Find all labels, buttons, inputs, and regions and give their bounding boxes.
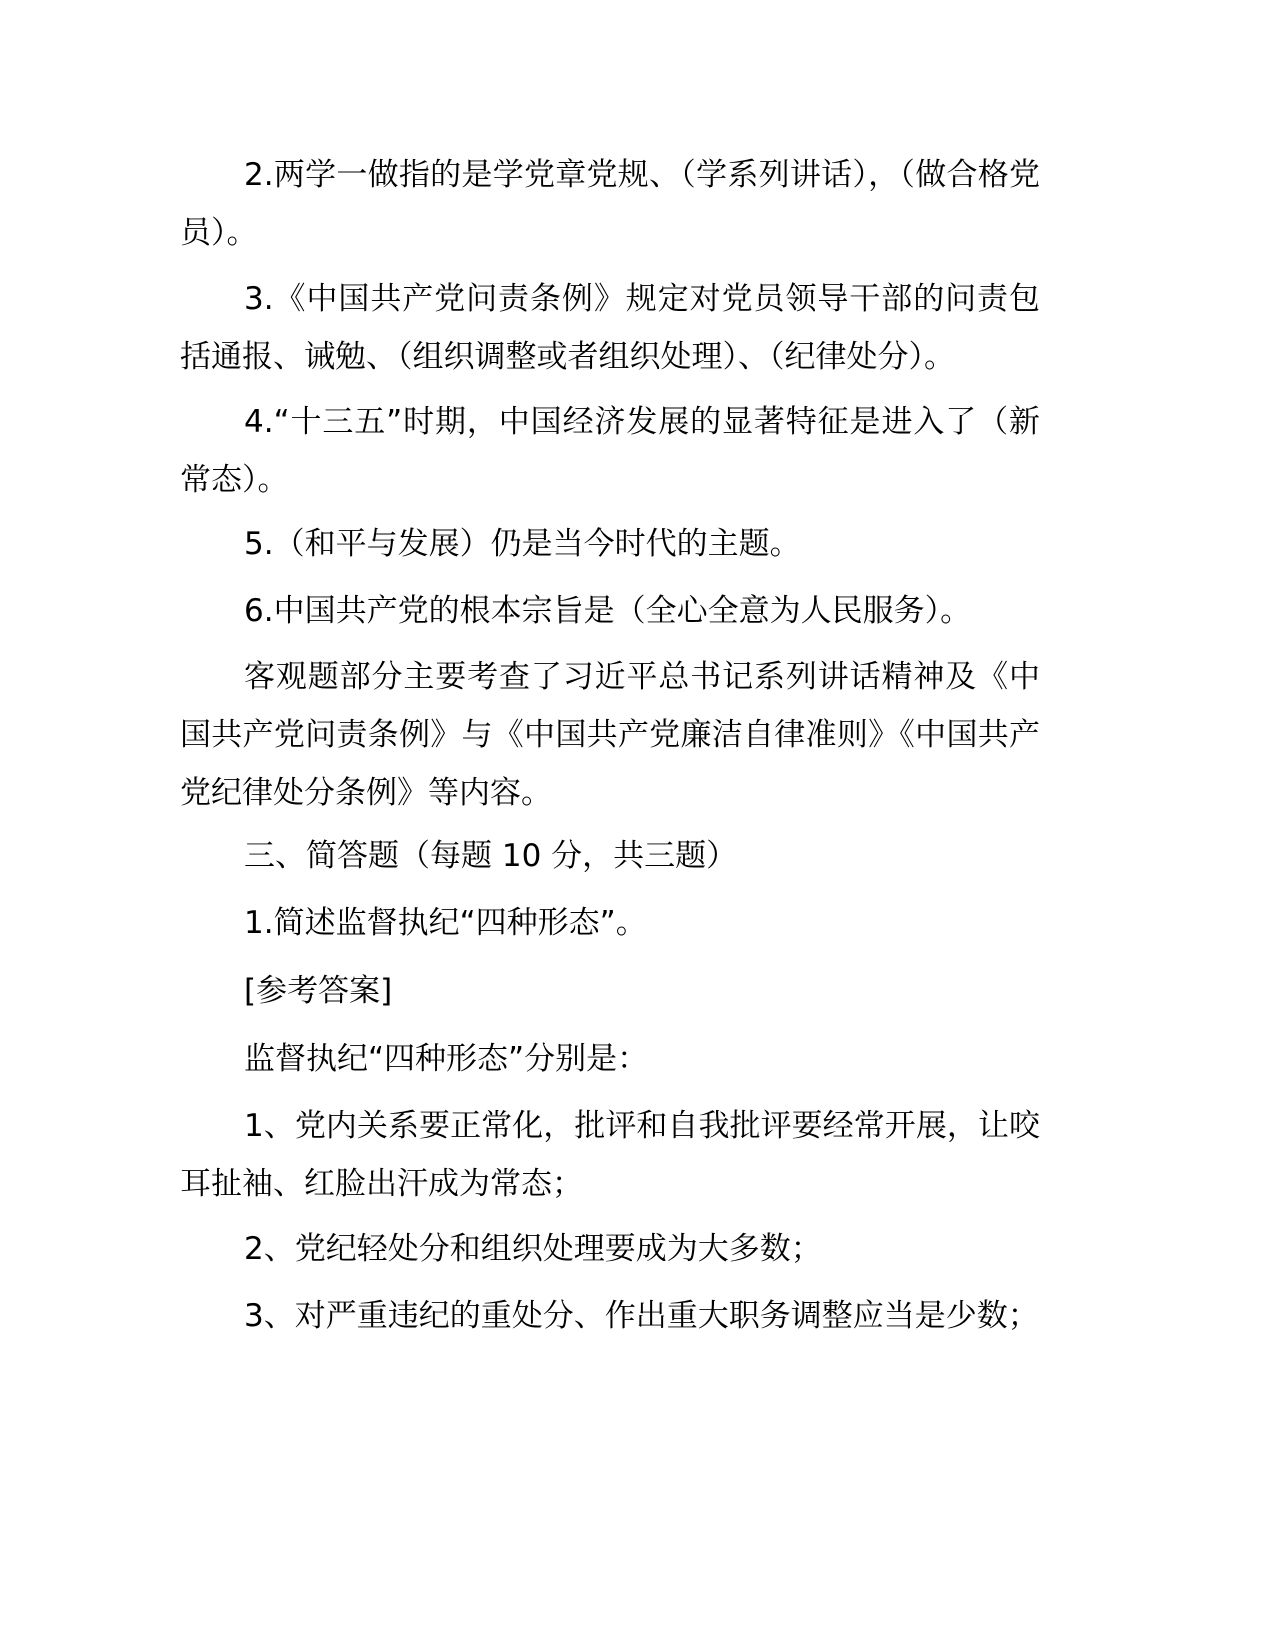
paragraph-summary: 客观题部分主要考查了习近平总书记系列讲话精神及《中国共产党问责条例》与《中国共产党廉洁自律准则》《中国共产党纪律处分条例》等内容。 <box>180 659 1040 811</box>
answer-item-1: 1、党内关系要正常化，批评和自我批评要经常开展，让咬耳扯袖、红脸出汗成为常态； <box>180 1108 1040 1202</box>
section-heading: 三、简答题（每题 10 分，共三题） <box>244 838 738 874</box>
answer-item-2: 2、党纪轻处分和组织处理要成为大多数； <box>244 1231 822 1267</box>
question-1: 1.简述监督执纪“四种形态”。 <box>244 905 647 941</box>
paragraph-q4: 4.“十三五”时期，中国经济发展的显著特征是进入了（新常态）。 <box>180 404 1040 498</box>
paragraph-q6: 6.中国共产党的根本宗旨是（全心全意为人民服务）。 <box>244 593 972 629</box>
answer-intro: 监督执纪“四种形态”分别是： <box>244 1041 649 1077</box>
paragraph-q2: 2.两学一做指的是学党章党规、（学系列讲话），（做合格党员）。 <box>180 157 1040 251</box>
answer-label: [参考答案] <box>244 973 393 1009</box>
answer-item-3: 3、对严重违纪的重处分、作出重大职务调整应当是少数； <box>244 1298 1039 1334</box>
paragraph-q5: 5.（和平与发展）仍是当今时代的主题。 <box>244 526 801 562</box>
paragraph-q3: 3.《中国共产党问责条例》规定对党员领导干部的问责包括通报、诫勉、（组织调整或者组织处理）、（纪律处分）。 <box>180 281 1040 375</box>
